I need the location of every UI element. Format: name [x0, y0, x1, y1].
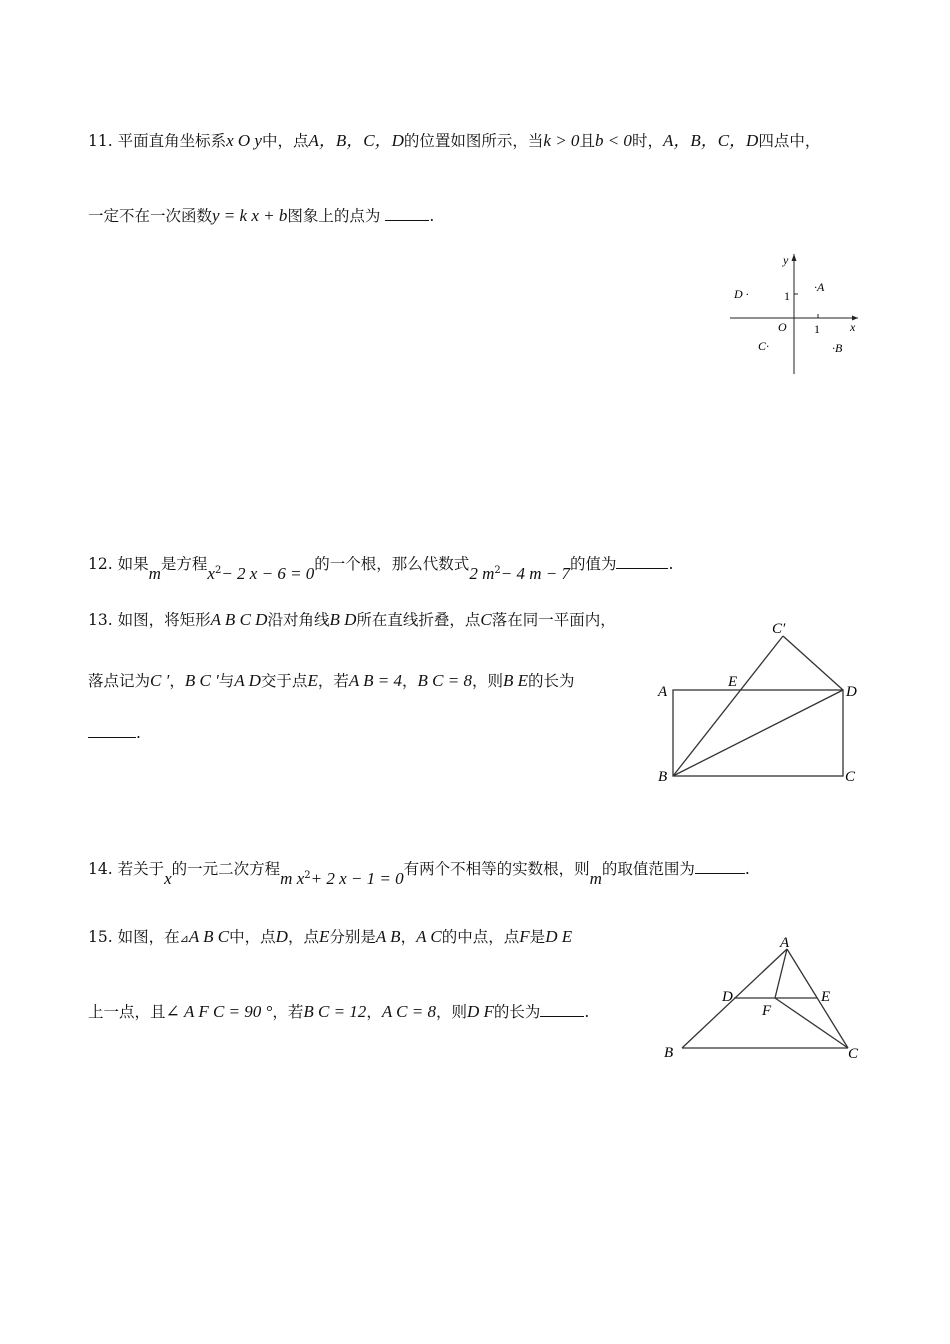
- q13-math-c-prime: C ′: [150, 671, 170, 690]
- q14-line: [88, 855, 750, 889]
- q14-text: 的取值范围为: [601, 860, 695, 879]
- q13-answer-blank[interactable]: [88, 722, 136, 738]
- q12-period: .: [668, 555, 674, 574]
- q13-math-bd: B D: [329, 610, 357, 629]
- q12-text: 的值为: [569, 555, 617, 574]
- q11-text: 平面直角坐标系: [117, 132, 227, 150]
- segment-c-prime-d: [783, 636, 843, 690]
- q14-text: 若关于: [117, 860, 165, 879]
- label-d: D: [846, 684, 857, 700]
- q11-text: 图象上的点为: [287, 207, 381, 225]
- q15-answer-blank[interactable]: [540, 1001, 584, 1017]
- segment-bd: [673, 690, 843, 776]
- q13-text: ，: [169, 672, 185, 690]
- label-c: C: [848, 1046, 859, 1062]
- q13-math-abcd: A B C D: [210, 610, 268, 629]
- y-unit-label: 1: [784, 289, 790, 303]
- q13-text: 落在同一平面内，: [491, 611, 616, 629]
- q12-math-equation-rest: − 2 x − 6 = 0: [221, 564, 315, 584]
- q12-math-equation-x: x: [207, 564, 215, 584]
- q13-line-1: [88, 609, 616, 631]
- q13-math-be: B E: [503, 671, 529, 690]
- q11-math-points: A，B，C，D: [662, 131, 759, 150]
- q12-line: [88, 550, 674, 584]
- q12-math-expression: 2 m: [469, 564, 495, 584]
- q14-period: .: [744, 860, 750, 879]
- q14-number: 14.: [88, 860, 113, 879]
- q14-answer-blank[interactable]: [695, 858, 745, 874]
- q13-text: 落点记为: [88, 672, 151, 690]
- q11-answer-blank[interactable]: [385, 205, 429, 221]
- q14-math-equation-rest: + 2 x − 1 = 0: [310, 869, 404, 889]
- q15-math-e: E: [318, 927, 330, 946]
- label-d: D: [722, 989, 733, 1005]
- q15-text: 是: [529, 928, 546, 946]
- q13-line-3: [88, 722, 141, 744]
- q11-math-function: y = k x + b: [212, 206, 288, 225]
- q15-math-bc: B C = 12: [303, 1002, 367, 1021]
- q13-number: 13.: [88, 611, 113, 629]
- q12-number: 12.: [88, 555, 113, 574]
- label-e: E: [821, 989, 831, 1005]
- origin-label: O: [778, 320, 787, 334]
- q11-text: 一定不在一次函数: [88, 207, 213, 225]
- q11-number: 11.: [88, 132, 113, 150]
- q13-math-bc: B C = 8: [417, 671, 472, 690]
- q13-math-bc-prime: B C ′: [184, 671, 219, 690]
- q13-line-2: [88, 670, 575, 692]
- q15-text: 分别是: [329, 928, 376, 946]
- q12-text: 如果: [117, 555, 149, 574]
- q13-text: 沿对角线: [267, 611, 330, 629]
- point-b-label: ·B: [832, 341, 843, 355]
- q15-text: 的中点，点: [441, 928, 520, 946]
- q15-triangle-symbol: ⊿: [179, 932, 189, 945]
- q15-math-ac: A C: [416, 927, 442, 946]
- q15-line-2: [88, 1001, 589, 1023]
- q13-text: ，: [402, 672, 418, 690]
- q13-rectangle-fold-figure: [655, 615, 865, 795]
- q12-math-equation-exponent: 2: [214, 565, 222, 576]
- q12-math-m: m: [148, 564, 161, 584]
- q15-text: ，若: [272, 1003, 304, 1021]
- q15-math-de: D E: [545, 927, 573, 946]
- x-unit-label: 1: [814, 322, 820, 336]
- point-c-label: C·: [758, 339, 770, 353]
- q13-text: 所在直线折叠，点: [356, 611, 481, 629]
- q13-text: 与: [218, 672, 235, 690]
- q15-text: ，则: [435, 1003, 467, 1021]
- q11-text: 的位置如图所示，当: [403, 132, 544, 150]
- y-axis-arrow: [792, 254, 797, 261]
- q14-math-m: m: [589, 869, 602, 889]
- q14-math-x: x: [164, 869, 172, 889]
- q12-math-expression-exponent: 2: [494, 565, 501, 576]
- segment-af: [775, 949, 787, 998]
- q11-coordinate-figure: [728, 250, 868, 380]
- q13-math-ab: A B = 4: [348, 671, 403, 690]
- point-a-label: ·A: [814, 280, 825, 294]
- q11-line-2: [88, 205, 434, 227]
- q13-math-e: E: [307, 671, 318, 690]
- q15-number: 15.: [88, 928, 113, 946]
- q11-text: 四点中，: [758, 132, 821, 150]
- segment-bc-prime: [673, 636, 783, 776]
- q15-math-df: D F: [466, 1002, 494, 1021]
- label-b: B: [664, 1045, 674, 1061]
- q11-text: 中，点: [261, 132, 309, 150]
- q11-math-xoy: x O y: [226, 131, 262, 150]
- label-c-prime: C′: [772, 621, 786, 637]
- q15-line-1: [88, 926, 572, 950]
- q14-text: 的一元二次方程: [171, 860, 281, 879]
- q11-math-points: A，B，C，D: [308, 131, 404, 150]
- q15-triangle-figure: [660, 935, 870, 1065]
- q11-text: 时，: [631, 132, 663, 150]
- q15-text: 的长为: [493, 1003, 541, 1021]
- label-b: B: [658, 769, 668, 785]
- q11-math-condition-b: b < 0: [594, 131, 632, 150]
- q15-math-f: F: [519, 927, 530, 946]
- q15-text: ，: [400, 928, 417, 946]
- label-a: A: [658, 684, 668, 700]
- segment-fc: [775, 998, 848, 1048]
- q11-line-1: [88, 130, 820, 152]
- q11-period: .: [429, 207, 435, 225]
- q15-text: ，: [366, 1003, 382, 1021]
- q14-math-equation-exponent: 2: [304, 870, 311, 881]
- label-c: C: [845, 769, 856, 785]
- q11-text: 且: [579, 132, 595, 150]
- q13-math-ad: A D: [234, 671, 261, 690]
- q12-math-expression-rest: − 4 m − 7: [500, 564, 570, 584]
- label-f: F: [762, 1003, 772, 1019]
- point-d-label: D ·: [734, 287, 749, 301]
- q12-text: 是方程: [160, 555, 208, 574]
- y-axis-label: y: [783, 253, 789, 267]
- q15-text: 如图，在: [117, 928, 180, 946]
- label-e: E: [728, 674, 738, 690]
- q14-text: 有两个不相等的实数根，则: [403, 860, 590, 879]
- q13-text: ，若: [317, 672, 349, 690]
- q13-text: 的长为: [528, 672, 575, 690]
- q15-math-angle: ∠ A F C = 90 °: [165, 1002, 273, 1021]
- q15-math-d: D: [275, 927, 288, 946]
- q15-math-abc: A B C: [188, 927, 230, 946]
- q15-math-ac-value: A C = 8: [381, 1002, 436, 1021]
- q12-text: 的一个根，那么代数式: [314, 555, 470, 574]
- q15-period: .: [584, 1003, 590, 1021]
- q15-text: 中，点: [229, 928, 276, 946]
- q13-text: 交于点: [260, 672, 308, 690]
- q12-answer-blank[interactable]: [616, 553, 668, 569]
- q13-text: ，则: [472, 672, 504, 690]
- q13-period: .: [136, 724, 141, 742]
- q15-text: ，点: [287, 928, 319, 946]
- q15-text: 上一点，且: [88, 1003, 166, 1021]
- q11-math-condition-k: k > 0: [543, 131, 580, 150]
- q13-math-c: C: [480, 610, 492, 629]
- q13-text: 如图，将矩形: [117, 611, 211, 629]
- x-axis-label: x: [850, 320, 856, 334]
- q15-math-ab: A B: [375, 927, 401, 946]
- q14-math-equation: m x: [280, 869, 305, 889]
- label-a: A: [780, 935, 790, 951]
